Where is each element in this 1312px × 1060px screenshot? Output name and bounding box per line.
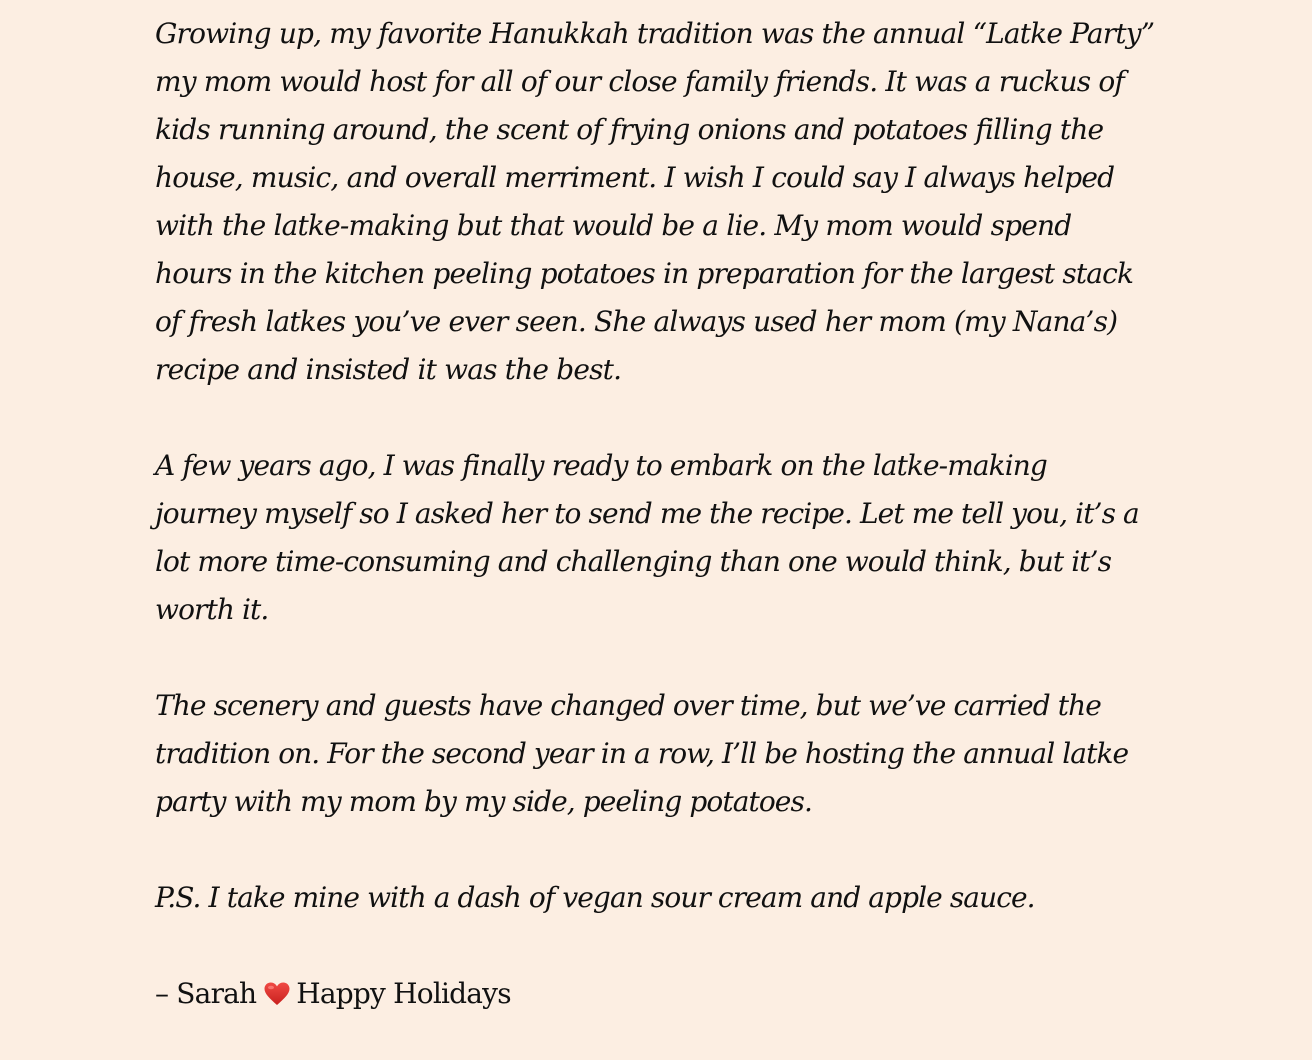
signoff [155, 970, 1155, 1018]
paragraph-tradition: The scenery and guests have changed over time, but we’ve carried the tradition on. For the second year in a row, I’ll be hosting the annual latke party with my mom by my side, peeling potatoes. [155, 689, 1129, 818]
holiday-greeting: Happy Holidays [296, 977, 511, 1010]
paragraph-latke-party: Growing up, my favorite Hanukkah tradition was the annual “Latke Party” my mom would host for all of our close family friends. It was a ruckus of kids running around, the scent of frying onions and potatoes filling the house, music, and overall merriment. I wish I could say I always helped with the latke-making but that would be a lie. My mom would spend hours in the kitchen peeling potatoes in preparation for the largest stack of fresh latkes you’ve ever seen. She always used her mom (my Nana’s) recipe and insisted it was the best. [155, 17, 1155, 386]
heart-icon [264, 982, 290, 1006]
author-name: – Sarah [155, 977, 257, 1010]
paragraph-recipe-journey: A few years ago, I was finally ready to embark on the latke-making journey myself so I asked her to send me the recipe. Let me tell you, it’s a lot more time-consuming and challenging than one would think, but it’s worth it. [155, 449, 1139, 626]
article-body [155, 10, 1155, 1018]
paragraph-postscript: P.S. I take mine with a dash of vegan sour cream and apple sauce. [155, 881, 1035, 914]
